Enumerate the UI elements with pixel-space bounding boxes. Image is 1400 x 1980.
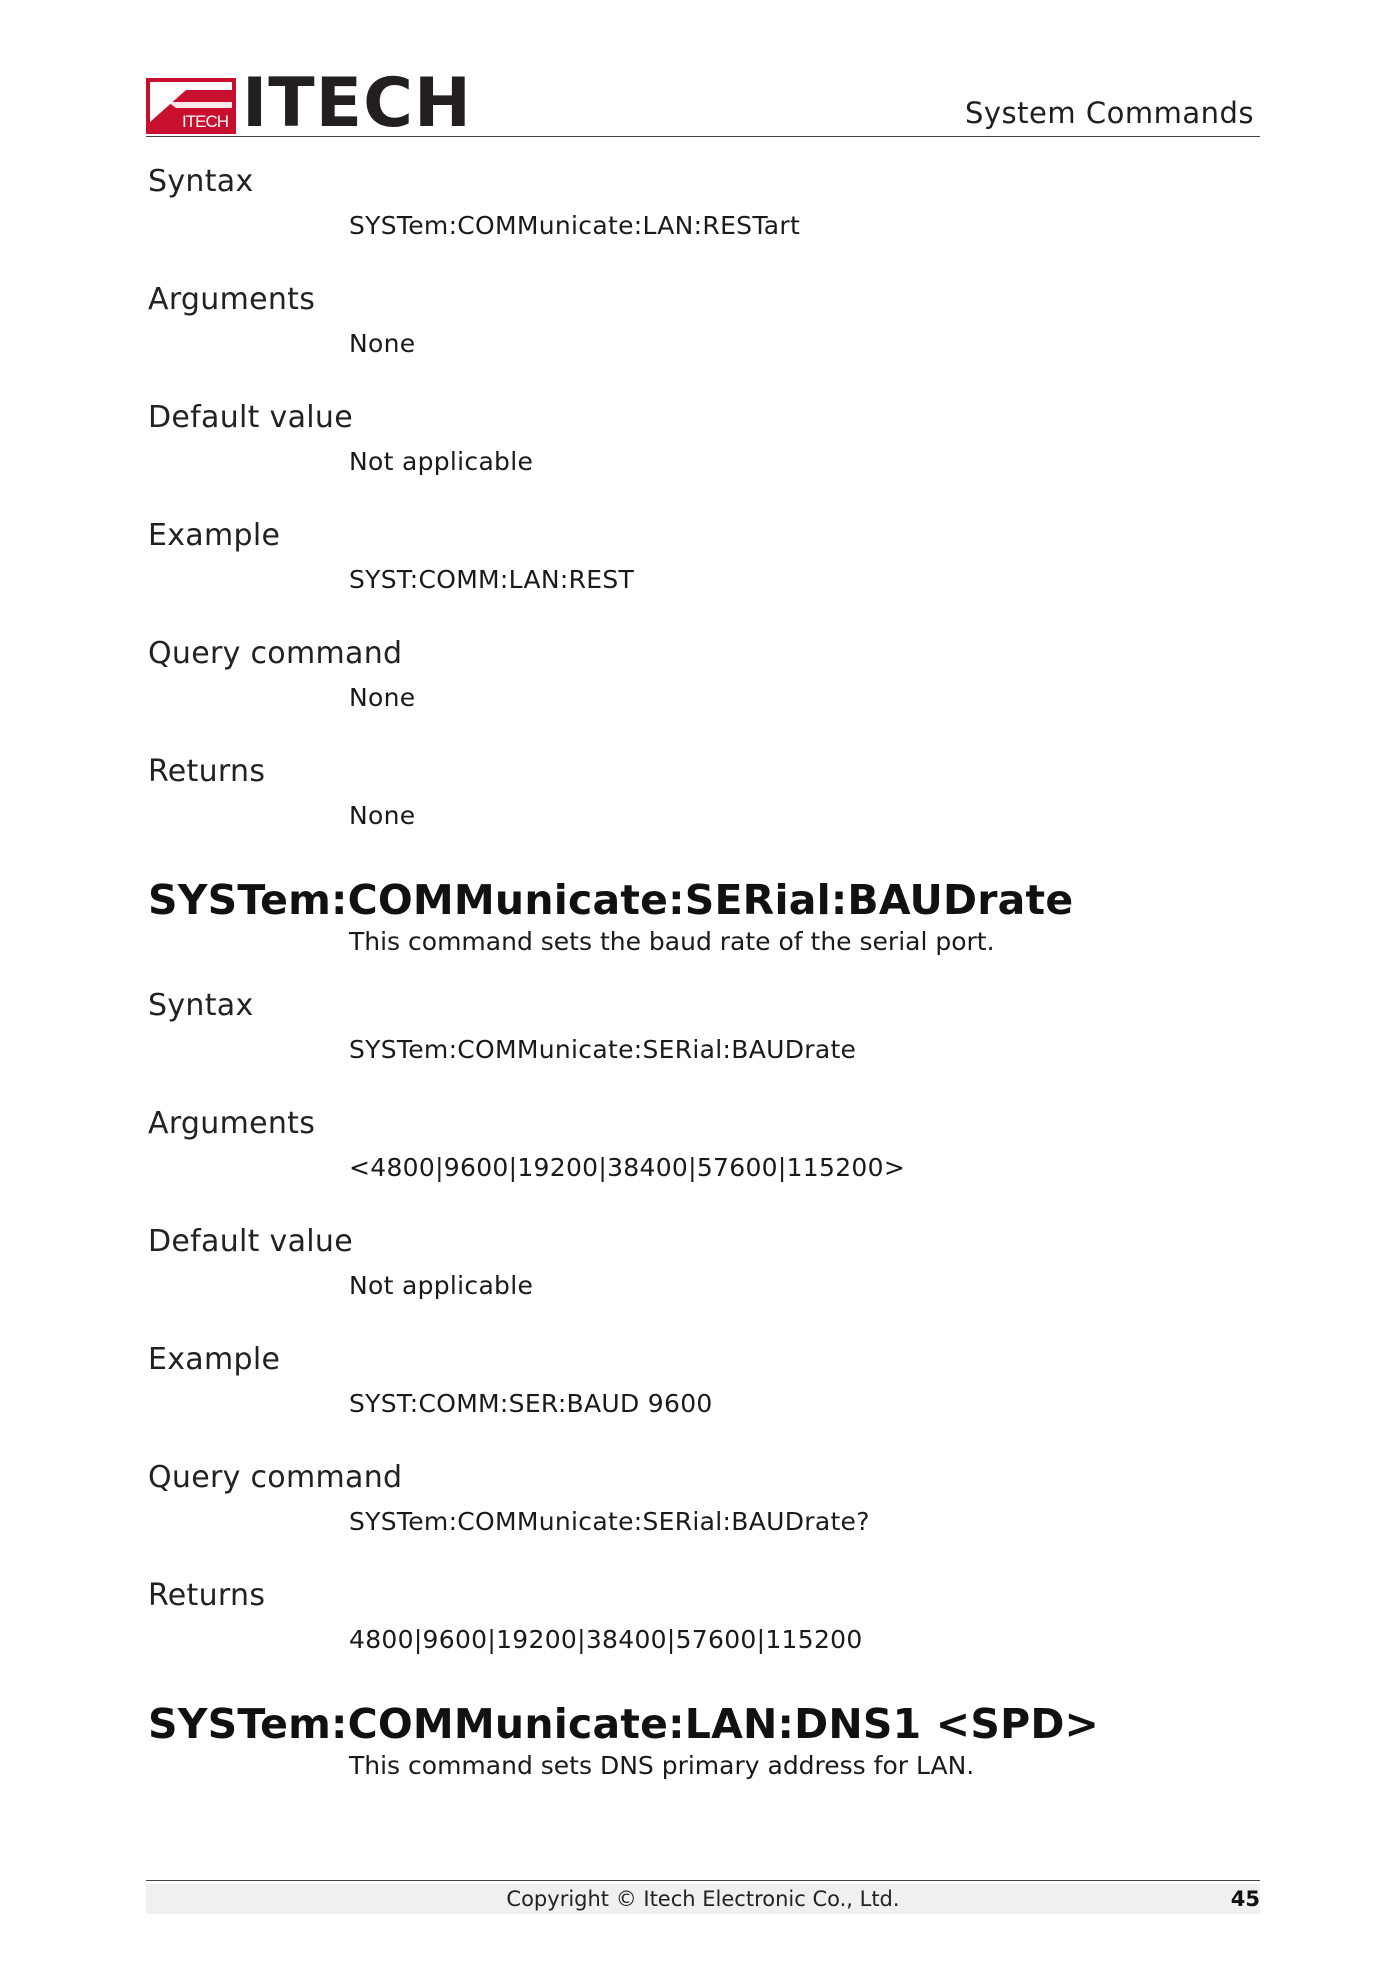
logo-mark-icon — [146, 78, 236, 134]
entry-label: Query command — [148, 636, 403, 671]
logo-wordmark: ITECH — [242, 64, 472, 143]
entry-label: Default value — [148, 1224, 353, 1259]
entry-label: Syntax — [148, 164, 254, 199]
footer-copyright: Copyright © Itech Electronic Co., Ltd. — [506, 1887, 900, 1911]
command-block — [148, 876, 1258, 1656]
entry-value: SYSTem:COMMunicate:SERial:BAUDrate — [349, 1035, 857, 1064]
entry-value: 4800|9600|19200|38400|57600|115200 — [349, 1625, 863, 1654]
entry-value: SYSTem:COMMunicate:SERial:BAUDrate? — [349, 1507, 870, 1536]
entry-label: Query command — [148, 1460, 403, 1495]
entry-label: Returns — [148, 754, 266, 789]
entry-value: Not applicable — [349, 1271, 534, 1300]
syntax-entry — [148, 988, 1258, 1066]
entry-value: None — [349, 801, 416, 830]
entry-label: Syntax — [148, 988, 254, 1023]
itech-logo — [146, 64, 472, 143]
header-divider — [146, 136, 1260, 137]
query-command-entry — [148, 636, 1258, 714]
entry-value: SYST:COMM:SER:BAUD 9600 — [349, 1389, 713, 1418]
entry-label: Example — [148, 1342, 281, 1377]
logo-mark-text: ITECH — [182, 112, 228, 131]
footer-divider — [146, 1880, 1260, 1881]
entry-value: SYSTem:COMMunicate:LAN:RESTart — [349, 211, 801, 240]
entry-value: SYST:COMM:LAN:REST — [349, 565, 635, 594]
entry-label: Returns — [148, 1578, 266, 1613]
default-value-entry — [148, 400, 1258, 478]
entry-value: None — [349, 683, 416, 712]
syntax-entry — [148, 164, 1258, 242]
entry-label: Example — [148, 518, 281, 553]
command-description: This command sets the baud rate of the serial port. — [349, 927, 995, 956]
entry-label: Default value — [148, 400, 353, 435]
command-description: This command sets DNS primary address for LAN. — [349, 1751, 975, 1780]
entry-value: Not applicable — [349, 447, 534, 476]
entry-label: Arguments — [148, 1106, 316, 1141]
page-header — [146, 64, 1260, 143]
default-value-entry — [148, 1224, 1258, 1302]
arguments-entry — [148, 1106, 1258, 1184]
header-title: System Commands — [964, 96, 1254, 130]
document-body — [148, 164, 1258, 1782]
entry-value: <4800|9600|19200|38400|57600|115200> — [349, 1153, 906, 1182]
command-block — [148, 1700, 1258, 1782]
entry-label: Arguments — [148, 282, 316, 317]
example-entry — [148, 518, 1258, 596]
page-number: 45 — [1230, 1887, 1260, 1911]
returns-entry — [148, 1578, 1258, 1656]
command-heading: SYSTem:COMMunicate:SERial:BAUDrate — [148, 876, 1074, 924]
query-command-entry — [148, 1460, 1258, 1538]
returns-entry — [148, 754, 1258, 832]
entry-value: None — [349, 329, 416, 358]
arguments-entry — [148, 282, 1258, 360]
command-heading: SYSTem:COMMunicate:LAN:DNS1 <SPD> — [148, 1700, 1100, 1748]
example-entry — [148, 1342, 1258, 1420]
command-block — [148, 164, 1258, 832]
